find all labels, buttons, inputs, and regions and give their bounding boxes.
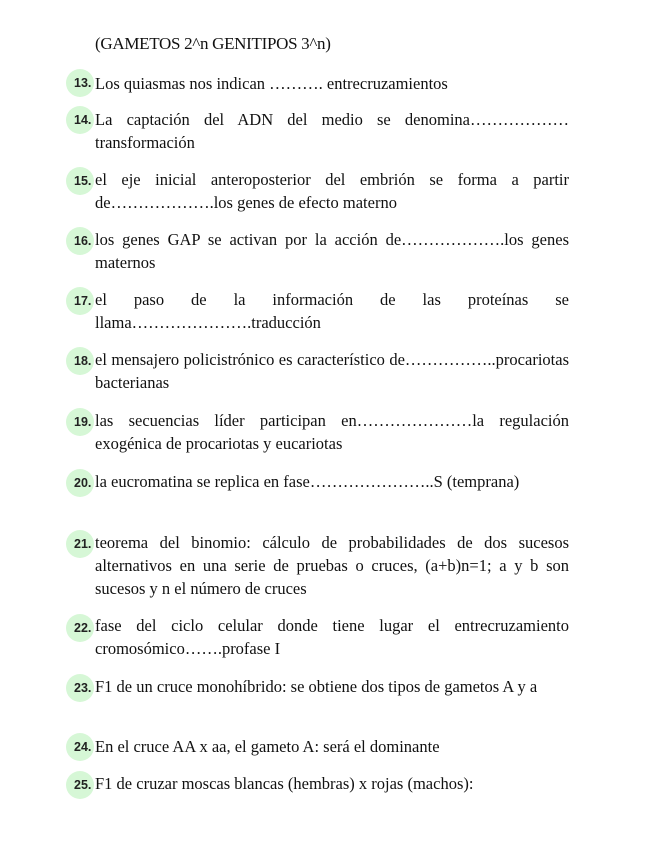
item-number: 23. — [74, 681, 92, 695]
item-number: 20. — [74, 476, 92, 490]
item-number: 22. — [74, 621, 92, 635]
item-text: las secuencias líder participan en…………………la regulación exogénica de procariotas y eucariotas — [95, 411, 569, 453]
item-text: La captación del ADN del medio se denomina………………transformación — [95, 110, 569, 152]
item-number: 16. — [74, 234, 92, 248]
item-number: 13. — [74, 76, 92, 90]
item-number: 15. — [74, 174, 92, 188]
item-number: 14. — [74, 113, 92, 127]
item-text: En el cruce AA x aa, el gameto A: será el dominante — [95, 737, 440, 756]
item-text: F1 de cruzar moscas blancas (hembras) x rojas (machos): — [95, 774, 474, 793]
item-text: teorema del binomio: cálculo de probabilidades de dos sucesos alternativos en una serie de pruebas o cruces, (a+b)n=1; a y b son sucesos y n el número de cruces — [95, 533, 569, 598]
item-text: la eucromatina se replica en fase…………………..S (temprana) — [95, 472, 520, 491]
header-formula: (GAMETOS 2^n GENITIPOS 3^n) — [95, 34, 331, 53]
item-number: 19. — [74, 415, 92, 429]
item-text: el mensajero policistrónico es característico de……………..procariotas bacterianas — [95, 350, 569, 392]
item-text: el eje inicial anteroposterior del embrión se forma a partir de……………….los genes de efecto materno — [95, 170, 569, 212]
item-text: el paso de la información de las proteínas se llama………………….traducción — [95, 290, 569, 332]
item-number: 24. — [74, 740, 92, 754]
item-number: 17. — [74, 294, 92, 308]
item-number: 25. — [74, 778, 92, 792]
item-text: F1 de un cruce monohíbrido: se obtiene dos tipos de gametos A y a — [95, 677, 538, 696]
item-text: los genes GAP se activan por la acción de……………….los genes maternos — [95, 230, 569, 272]
item-number: 21. — [74, 537, 92, 551]
item-text: Los quiasmas nos indican ………. entrecruzamientos — [95, 74, 448, 93]
item-text: fase del ciclo celular donde tiene lugar el entrecruzamiento cromosómico…….profase I — [95, 616, 569, 658]
item-number: 18. — [74, 354, 92, 368]
